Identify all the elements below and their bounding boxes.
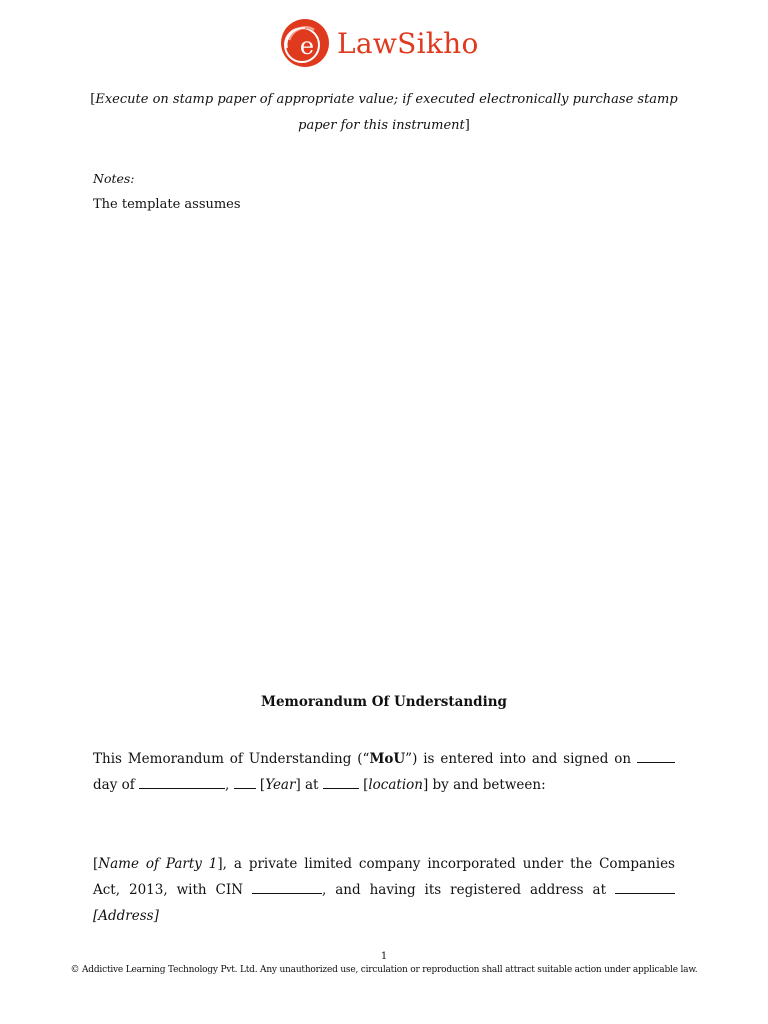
date-blank[interactable] <box>637 750 675 763</box>
intro-paragraph: This Memorandum of Understanding (“MoU”) is entered into and signed on day of , [Year] at [location] by and between: <box>93 746 675 798</box>
stamp-paper-instruction: [Execute on stamp paper of appropriate value; if executed electronically purchase stamp paper for this instrument] <box>90 92 678 133</box>
cin-blank[interactable] <box>252 881 322 894</box>
month-blank[interactable] <box>139 776 225 789</box>
location-blank[interactable] <box>323 776 359 789</box>
year-blank[interactable] <box>234 776 256 789</box>
brand-name: LawSikho <box>337 26 479 60</box>
document-title: Memorandum Of Understanding <box>261 694 507 710</box>
copyright-footer: © Addictive Learning Technology Pvt. Ltd. Any unauthorized use, circulation or reproduction shall attract suitable action under applicable law. <box>70 965 698 975</box>
notes-body: The template assumes <box>93 197 241 212</box>
page-number: 1 <box>380 951 388 962</box>
svg-text:e: e <box>299 32 315 60</box>
party-1-paragraph: [Name of Party 1], a private limited company incorporated under the Companies Act, 2013, with CIN , and having its registered address at [Address] <box>93 856 675 924</box>
lawsikho-logo-icon <box>280 18 330 68</box>
lawsikho-logo <box>280 18 479 68</box>
address-blank[interactable] <box>615 881 675 894</box>
notes-label: Notes: <box>93 171 135 186</box>
